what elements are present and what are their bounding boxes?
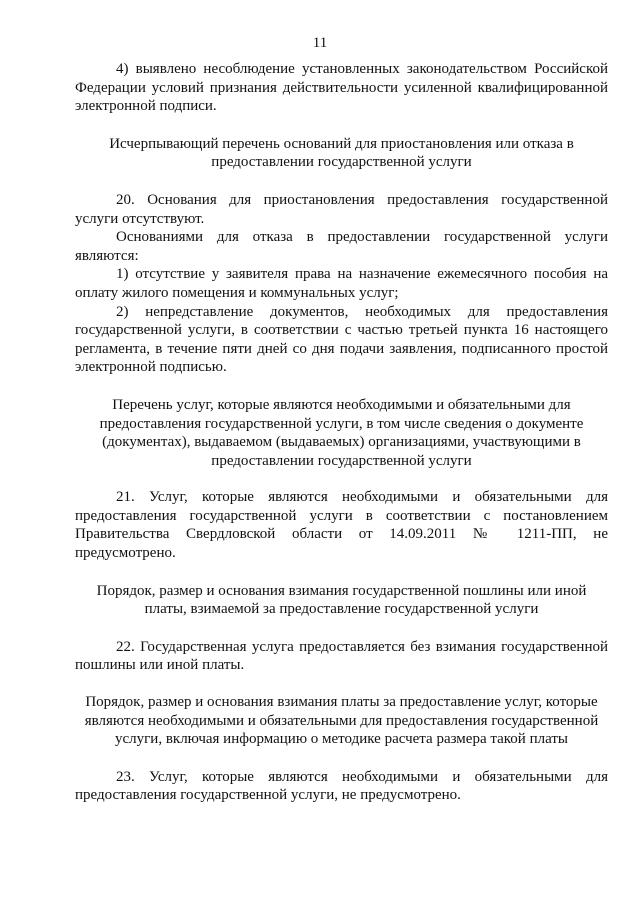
section-heading-state-fee: Порядок, размер и основания взимания государственной пошлины или иной платы, взимаемой за предоставление государственной услуги xyxy=(96,582,587,618)
paragraph-20: 20. Основания для приостановления предоставления государственной услуги отсутствуют. xyxy=(75,191,608,227)
paragraph-item-4: 4) выявлено несоблюдение установленных законодательством Российской Федерации условий признания действительности усиленной квалифицированной электронной подписи. xyxy=(75,61,608,115)
paragraph-23: 23. Услуг, которые являются необходимыми и обязательными для предоставления государственной услуги, не предусмотрено. xyxy=(75,768,608,804)
page-number: 11 xyxy=(312,35,328,51)
document-body xyxy=(75,60,608,805)
paragraph-20-refusal-intro: Основаниями для отказа в предоставлении государственной услуги являются: xyxy=(75,229,608,264)
section-heading-grounds-for-refusal: Исчерпывающий перечень оснований для приостановления или отказа в предоставлении государственной услуги xyxy=(109,135,574,171)
paragraph-22: 22. Государственная услуга предоставляется без взимания государственной пошлины или иной платы. xyxy=(75,638,608,674)
paragraph-21: 21. Услуг, которые являются необходимыми и обязательными для предоставления государственной услуги в соответствии с постановлением Правительства Свердловской области от 14.09.2011 № 1211-ПП, не предусмотрено. xyxy=(75,489,608,562)
paragraph-20-item-2: 2) непредставление документов, необходимых для предоставления государственной услуги, в соответствии с частью третьей пункта 16 настоящего регламента, в течение пяти дней со дня подачи заявления, подписанного простой электронной подписью. xyxy=(75,303,608,376)
section-heading-fee-for-required-services: Порядок, размер и основания взимания платы за предоставление услуг, которые являются необходимыми и обязательными для предоставления государственной услуги, включая информацию о методике расчета размера такой платы xyxy=(84,694,599,748)
paragraph-20-item-1: 1) отсутствие у заявителя права на назначение ежемесячного пособия на оплату жилого помещения и коммунальных услуг; xyxy=(75,266,608,301)
section-heading-required-services: Перечень услуг, которые являются необходимыми и обязательными для предоставления государственной услуги, в том числе сведения о документе (документах), выдаваемом (выдаваемых) организациями, участвующими в предоставлении государственной услуги xyxy=(99,396,584,469)
